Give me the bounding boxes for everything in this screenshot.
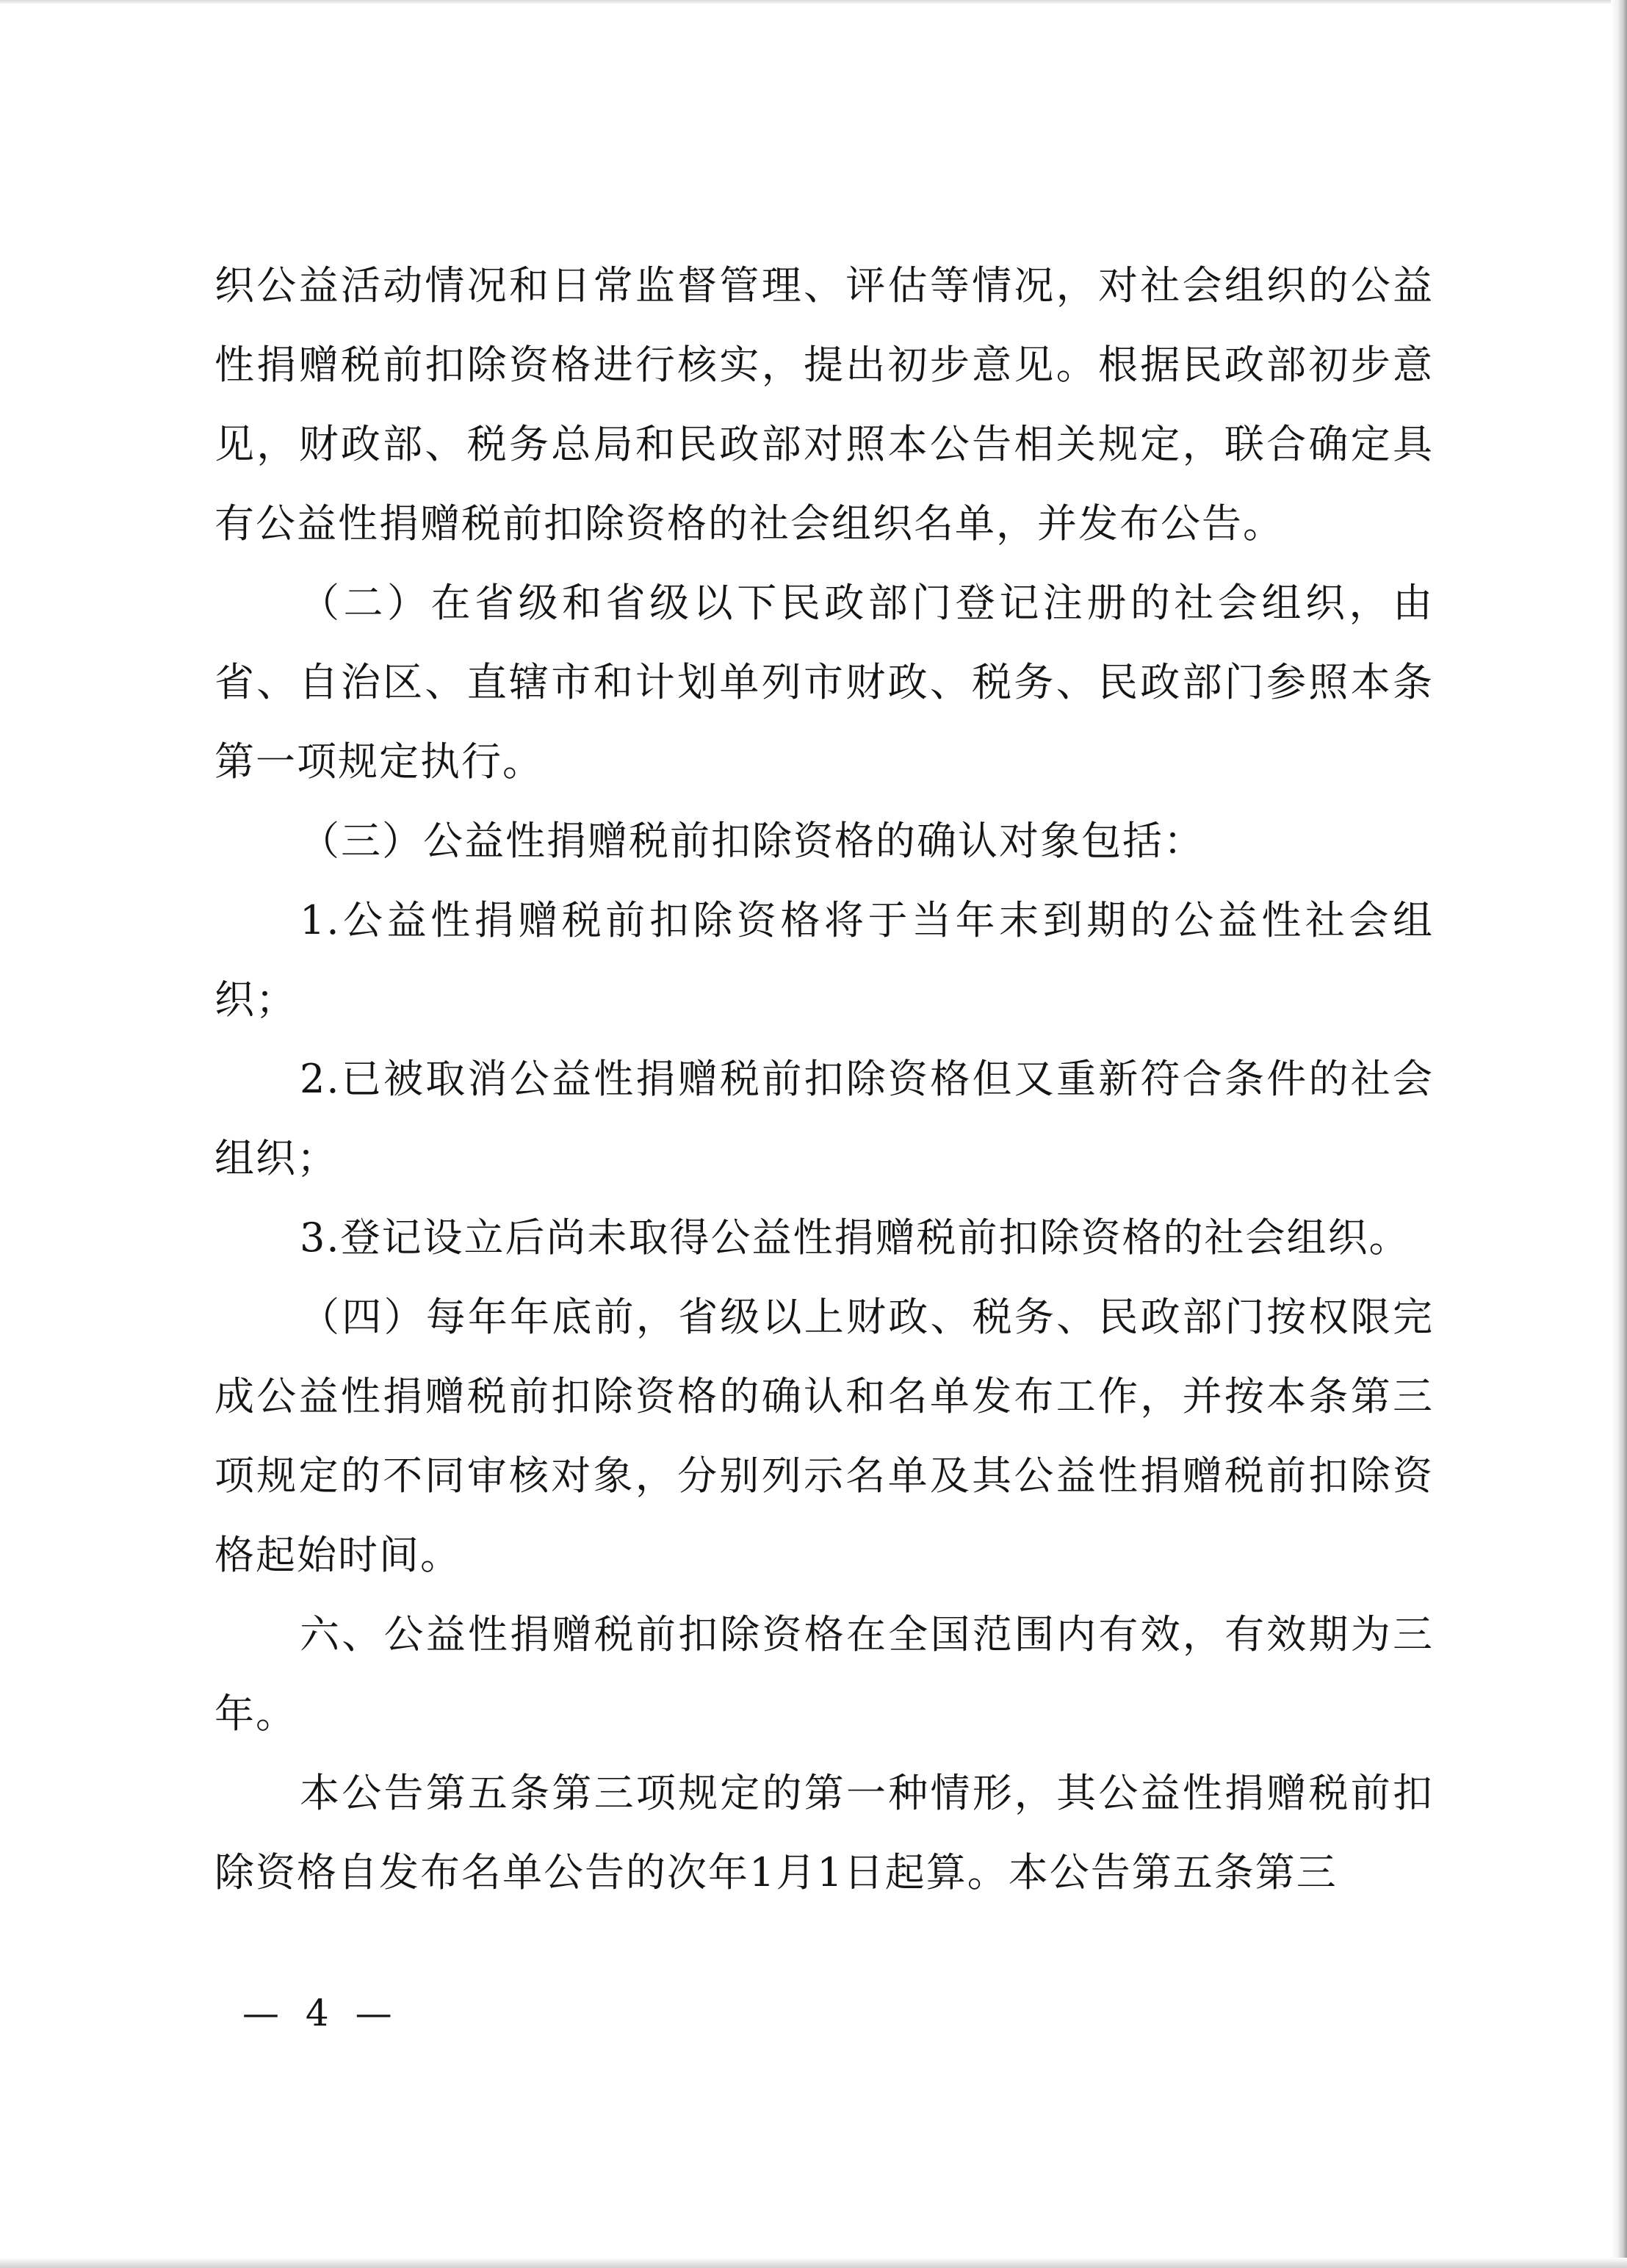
paragraph-item-3: （三）公益性捐赠税前扣除资格的确认对象包括： <box>300 818 1205 864</box>
paragraph-item-2: （二）在省级和省级以下民政部门登记注册的社会组织，由省、自治区、直辖市和计划单列市财政、税务、民政部门参照本条第一项规定执行。 <box>214 580 1434 785</box>
scan-edge-top <box>0 0 1627 4</box>
list-item-1: 1.公益性捐赠税前扣除资格将于当年末到期的公益性社会组织； <box>214 897 1434 1023</box>
list-item-2: 2.已被取消公益性捐赠税前扣除资格但又重新符合条件的社会组织； <box>214 1056 1434 1181</box>
paragraph-article-6-detail: 本公告第五条第三项规定的第一种情形，其公益性捐赠税前扣除资格自发布名单公告的次年1月1日起算。本公告第五条第三 <box>214 1770 1434 1896</box>
paragraph-article-6: 六、公益性捐赠税前扣除资格在全国范围内有效，有效期为三年。 <box>214 1611 1434 1737</box>
paragraph-continuation: 织公益活动情况和日常监督管理、评估等情况，对社会组织的公益性捐赠税前扣除资格进行核实，提出初步意见。根据民政部初步意见，财政部、税务总局和民政部对照本公告相关规定，联合确定具有公益性捐赠税前扣除资格的社会组织名单，并发布公告。 <box>214 262 1434 547</box>
scan-edge-bottom <box>0 2258 1627 2268</box>
page-number: — 4 — <box>242 1992 400 2034</box>
paragraph-item-4: （四）每年年底前，省级以上财政、税务、民政部门按权限完成公益性捐赠税前扣除资格的确认和名单发布工作，并按本条第三项规定的不同审核对象，分别列示名单及其公益性捐赠税前扣除资格起始时间。 <box>214 1294 1434 1578</box>
scan-edge-right <box>1611 0 1627 2268</box>
list-item-3: 3.登记设立后尚未取得公益性捐赠税前扣除资格的社会组织。 <box>300 1214 1410 1261</box>
document-body <box>214 246 1434 1912</box>
